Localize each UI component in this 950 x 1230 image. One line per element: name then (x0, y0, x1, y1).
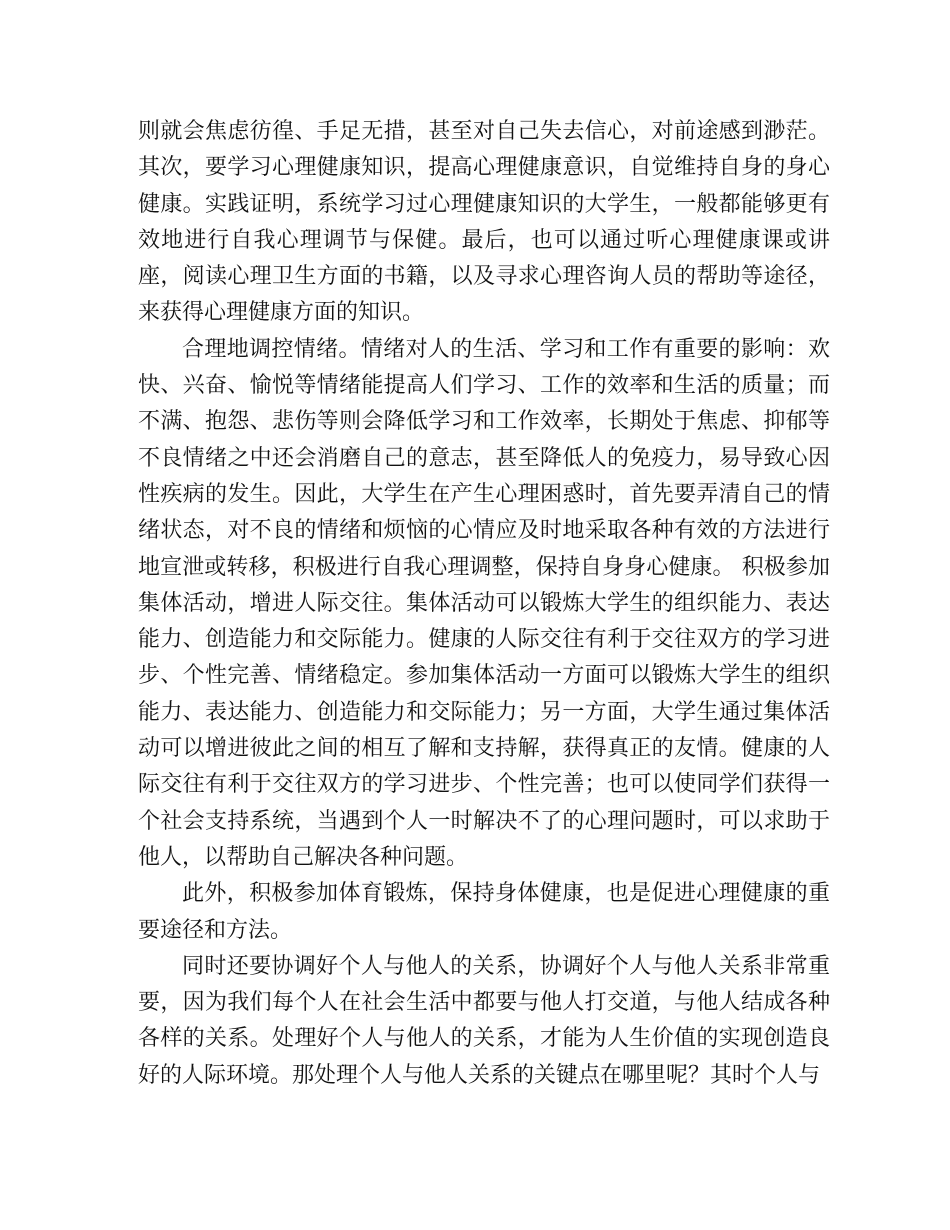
paragraph-1: 则就会焦虑彷徨、手足无措，甚至对自己失去信心，对前途感到渺茫。其次，要学习心理健康知识，提高心理健康意识，自觉维持自身的身心健康。实践证明，系统学习过心理健康知识的大学生，一般都能够更有效地进行自我心理调节与保健。最后，也可以通过听心理健康课或讲座，阅读心理卫生方面的书籍，以及寻求心理咨询人员的帮助等途径，来获得心理健康方面的知识。 (138, 119, 830, 326)
paragraph-4: 同时还要协调好个人与他人的关系，协调好个人与他人关系非常重要，因为我们每个人在社会生活中都要与他人打交道，与他人结成各种各样的关系。处理好个人与他人的关系，才能为人生价值的实现创造良好的人际环境。那处理个人与他人关系的关键点在哪里呢？其时个人与 (138, 953, 830, 1088)
document-page (138, 114, 830, 1094)
paragraph-3: 此外，积极参加体育锻炼，保持身体健康，也是促进心理健康的重要途径和方法。 (138, 881, 830, 943)
paragraph-2: 合理地调控情绪。情绪对人的生活、学习和工作有重要的影响：欢快、兴奋、愉悦等情绪能提高人们学习、工作的效率和生活的质量；而不满、抱怨、悲伤等则会降低学习和工作效率，长期处于焦虑、抑郁等不良情绪之中还会消磨自己的意志，甚至降低人的免疫力，易导致心因性疾病的发生。因此，大学生在产生心理困惑时，首先要弄清自己的情绪状态，对不良的情绪和烦恼的心情应及时地采取各种有效的方法进行地宣泄或转移，积极进行自我心理调整，保持自身身心健康。 积极参加集体活动，增进人际交往。集体活动可以锻炼大学生的组织能力、表达能力、创造能力和交际能力。健康的人际交往有利于交往双方的学习进步、个性完善、情绪稳定。参加集体活动一方面可以锻炼大学生的组织能力、表达能力、创造能力和交际能力；另一方面，大学生通过集体活动可以增进彼此之间的相互了解和支持解，获得真正的友情。健康的人际交往有利于交往双方的学习进步、个性完善；也可以使同学们获得一个社会支持系统，当遇到个人一时解决不了的心理问题时，可以求助于他人，以帮助自己解决各种问题。 (138, 336, 830, 870)
